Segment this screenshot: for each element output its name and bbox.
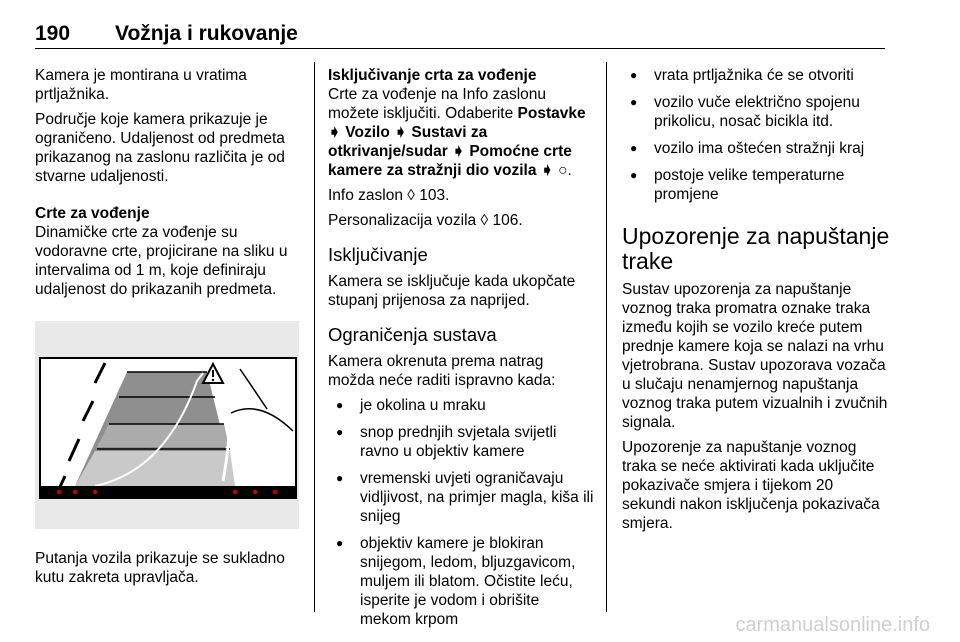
- paragraph: Kamera se isključuje kada ukopčate stupanj prijenosa za naprijed.: [328, 273, 576, 309]
- reference-info-display: Info zaslon ◊ 103.: [328, 187, 450, 204]
- paragraph: Područje koje kamera prikazuje je ograničeno. Udaljenost od predmeta prikazanog na zaslonu različita je od stvarne udaljenosti.: [35, 111, 285, 185]
- figure-caption: Putanja vozila prikazuje se sukladno kutu zakreta upravljača.: [35, 550, 285, 586]
- list-item: ● vrata prtljažnika će se otvoriti: [622, 66, 890, 85]
- limitations-list-continued: [622, 66, 890, 204]
- list-item: ● postoje velike temperaturne promjene: [622, 166, 890, 204]
- heading-lane-departure-warning: Upozorenje za napuštanje trake: [622, 223, 890, 274]
- list-item: ● vremenski uvjeti ograničavaju vidljivost, na primjer magla, kiša ili snijeg: [328, 469, 594, 526]
- subheading-guidelines: Crte za vođenje: [35, 205, 150, 222]
- guide-zone-near: [75, 451, 235, 486]
- heading-system-limitations: Ograničenja sustava: [328, 324, 497, 345]
- column-divider: [314, 62, 315, 612]
- paragraph: Crte za vođenje na Info zaslonu možete isključiti. Odaberite Postavke ➧ Vozilo ➧ Sustavi za otkrivanje/sudar ➧ Pomoćne crte kamere za stražnji dio vozila ➧ ○.: [328, 86, 586, 179]
- paragraph: Upozorenje za napuštanje voznog traka se neće aktivirati kada uključite pokazivače smjera i tijekom 20 sekundi nakon isključenja pokazivača smjera.: [622, 439, 880, 532]
- page-number: 190: [35, 22, 71, 45]
- paragraph: Sustav upozorenja za napuštanje voznog traka promatra oznake traka između kojih se vozilo kreće putem prednje kamere koja se nalazi na vrhu vjetrobrana. Sustav upozorava vozača u slučaju nenamjernog napuštanja voznog traka putem vizualnih i zvučnih signala.: [622, 281, 888, 431]
- column-2: [328, 66, 594, 637]
- bumper: [40, 486, 296, 498]
- subheading-disable-guidelines: Isključivanje crta za vođenje: [328, 67, 537, 84]
- camera-view-illustration: [35, 321, 299, 529]
- off-symbol-icon: ○: [558, 162, 568, 179]
- paragraph: Kamera je montirana u vratima prtljažnika.: [35, 67, 247, 103]
- heading-switching-off: Isključivanje: [328, 244, 428, 265]
- watermark: carmanualsonline.info: [735, 614, 930, 636]
- reference-personalization: Personalizacija vozila ◊ 106.: [328, 212, 523, 229]
- column-1: [35, 66, 303, 593]
- paragraph: Dinamičke crte za vođenje su vodoravne crte, projicirane na sliku u intervalima od 1 m, koje definiraju udaljenost do prikazanih predmeta.: [35, 224, 288, 298]
- list-item: ● vozilo vuče električno spojenu prikolicu, nosač bicikla itd.: [622, 93, 890, 131]
- menu-path: Postavke ➧ Vozilo ➧ Sustavi za otkrivanje/sudar ➧ Pomoćne crte kamere za stražnji dio vozila ➧: [328, 105, 586, 179]
- page-title: Vožnja i rukovanje: [115, 22, 298, 45]
- paragraph: Kamera okrenuta prema natrag možda neće raditi ispravno kada:: [328, 353, 556, 389]
- list-item: ● objektiv kamere je blokiran snijegom, ledom, bljuzgavicom, muljem ili blatom. Očistite leću, isperite je vodom i obrišite mekom krpom: [328, 534, 594, 629]
- page-header: [35, 22, 885, 49]
- list-item: ● snop prednjih svjetala svijetli ravno u objektiv kamere: [328, 423, 594, 461]
- limitations-list: [328, 396, 594, 629]
- list-item: ● je okolina u mraku: [328, 396, 594, 415]
- column-3: [622, 66, 890, 539]
- column-divider: [606, 62, 607, 612]
- list-item: ● vozilo ima oštećen stražnji kraj: [622, 139, 890, 158]
